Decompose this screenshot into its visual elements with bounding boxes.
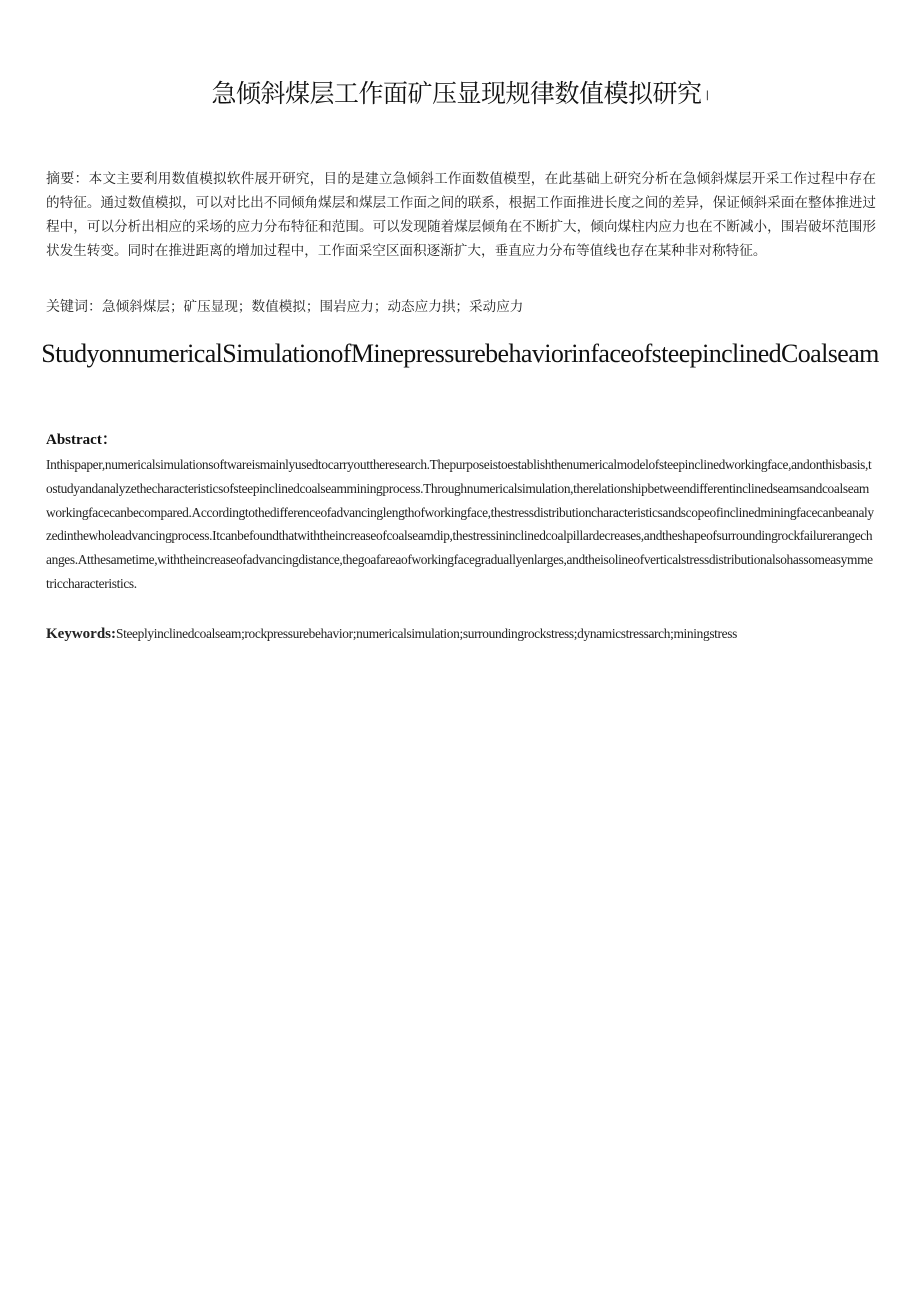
title-footnote-mark: |	[705, 89, 709, 101]
english-title: StudyonnumericalSimulationofMinepressurebehaviorinfaceofsteepinclinedCoalseam	[41, 339, 879, 368]
chinese-keywords	[46, 296, 876, 318]
chinese-abstract-label: 摘要：	[46, 171, 89, 187]
chinese-abstract	[46, 167, 876, 263]
chinese-title-text: 急倾斜煤层工作面矿压显现规律数值模拟研究	[211, 79, 702, 108]
chinese-keywords-text: 急倾斜煤层；矿压显现；数值模拟；围岩应力；动态应力拱；采动应力	[102, 299, 524, 315]
english-abstract-label: Abstract：	[46, 432, 117, 448]
english-keywords-text: Steeplyinclinedcoalseam;rockpressurebehavior;numericalsimulation;surroundingrockstress;dynamicstressarch;miningstress	[116, 626, 737, 641]
english-keywords-label: Keywords:	[46, 626, 116, 642]
chinese-abstract-text: 本文主要利用数值模拟软件展开研究，目的是建立急倾斜工作面数值模型，在此基础上研究分析在急倾斜煤层开采工作过程中存在的特征。通过数值模拟，可以对比出不同倾角煤层和煤层工作面之间的联系，根据工作面推进长度之间的差异，保证倾斜采面在整体推进过程中，可以分析出相应的采场的应力分布特征和范围。可以发现随着煤层倾角在不断扩大，倾向煤柱内应力也在不断减小，围岩破坏范围形状发生转变。同时在推进距离的增加过程中，工作面采空区面积逐渐扩大，垂直应力分布等值线也存在某种非对称特征。	[46, 171, 876, 259]
chinese-keywords-label: 关键词：	[46, 299, 102, 315]
chinese-title	[0, 74, 920, 110]
english-keywords	[46, 622, 876, 647]
english-abstract-text: Inthispaper,numericalsimulationsoftwareismainlyusedtocarryouttheresearch.Thepurposeistoestablishthenumericalmodelofsteepinclinedworkingface,andonthisbasis,tostudyandanalyzethecharacteristicsofsteepinclinedcoalseamminingprocess.Throughnumericalsimulation,therelationshipbetweendifferentinclinedseamsandcoalseamworkingfacecanbecompared.Accordingtothedifferenceofadvancinglengthofworkingface,thestressdistributioncharacteristicsandscopeofinclinedminingfacecanbeanalyzedinthewholeadvancingprocess.Itcanbefoundthatwiththeincreaseofcoalseamdip,thestressininclinedcoalpillardecreases,andtheshapeofsurroundingrockfailurerangechanges.Atthesametime,withtheincreaseofadvancingdistance,thegoafareaofworkingfacegraduallyenlarges,andtheisolineofverticalstressdistributionalsohassomeasymmetriccharacteristics.	[46, 457, 874, 591]
